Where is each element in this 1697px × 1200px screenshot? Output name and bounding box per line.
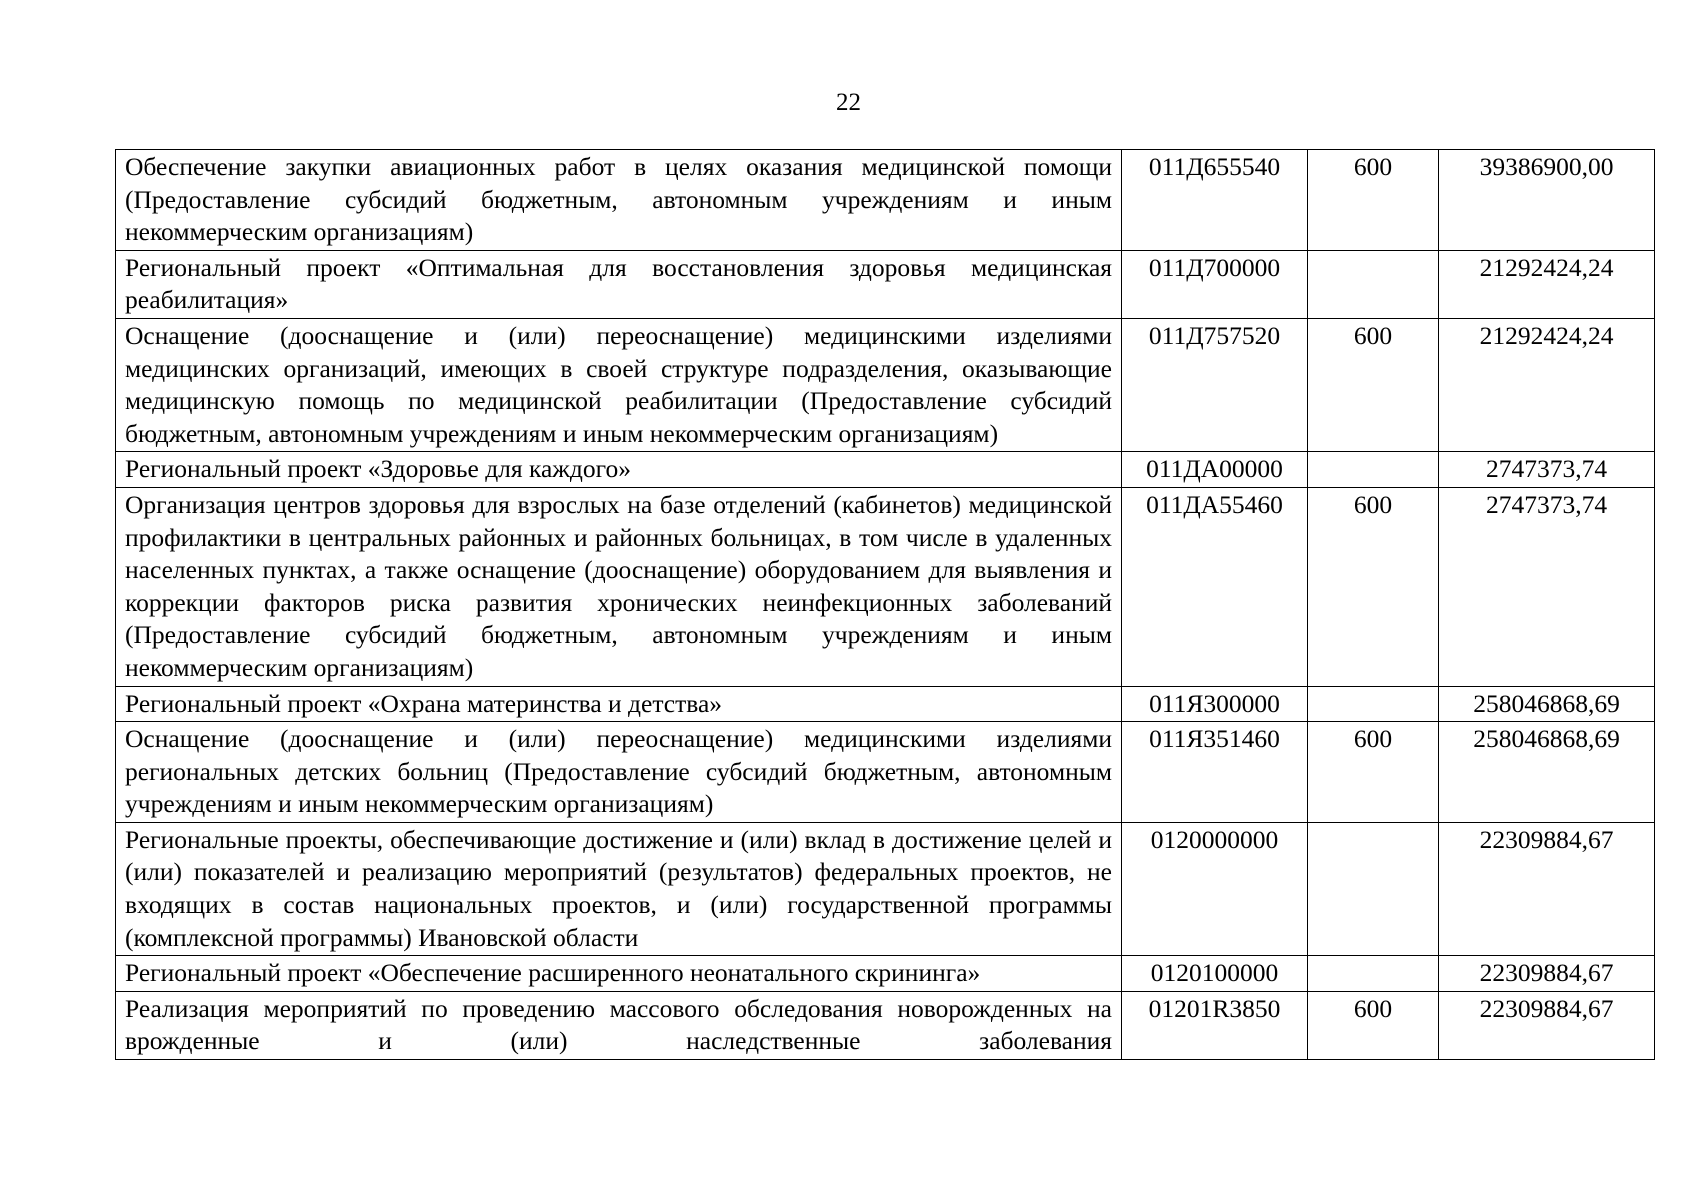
row-name-cell: Региональный проект «Охрана материнства и детства»: [116, 686, 1122, 722]
row-name-cell: Обеспечение закупки авиационных работ в целях оказания медицинской помощи (Предоставление субсидий бюджетным, автономным учреждениям и иным некоммерческим организациям): [116, 150, 1122, 251]
table-row: [116, 722, 1655, 823]
row-sum-cell: 2747373,74: [1439, 487, 1655, 686]
row-sum-cell: 21292424,24: [1439, 250, 1655, 318]
row-sum-cell: 258046868,69: [1439, 722, 1655, 823]
row-sum-cell: 21292424,24: [1439, 318, 1655, 451]
row-type-cell: [1308, 686, 1439, 722]
row-name-cell: Организация центров здоровья для взрослых на базе отделений (кабинетов) медицинской профилактики в центральных районных и районных больницах, в том числе в удаленных населенных пунктах, а также оснащение (дооснащение) оборудованием для выявления и коррекции факторов риска развития хронических неинфекционных заболеваний (Предоставление субсидий бюджетным, автономным учреждениям и иным некоммерческим организациям): [116, 487, 1122, 686]
table-row: [116, 822, 1655, 955]
page-number: 22: [836, 89, 861, 116]
table-row: [116, 452, 1655, 488]
row-type-cell: 600: [1308, 150, 1439, 251]
row-type-cell: 600: [1308, 487, 1439, 686]
row-code-cell: 0120000000: [1122, 822, 1308, 955]
row-code-cell: 011Я300000: [1122, 686, 1308, 722]
row-type-cell: [1308, 956, 1439, 992]
row-type-cell: 600: [1308, 991, 1439, 1059]
row-sum-cell: 22309884,67: [1439, 822, 1655, 955]
row-code-cell: 011Я351460: [1122, 722, 1308, 823]
row-name-cell: Оснащение (дооснащение и (или) переоснащение) медицинскими изделиями медицинских организаций, имеющих в своей структуре подразделения, оказывающие медицинскую помощь по медицинской реабилитации (Предоставление субсидий бюджетным, автономным учреждениям и иным некоммерческим организациям): [116, 318, 1122, 451]
table-row: [116, 991, 1655, 1059]
row-sum-cell: 22309884,67: [1439, 956, 1655, 992]
row-type-cell: [1308, 452, 1439, 488]
row-name-cell: Региональный проект «Здоровье для каждого»: [116, 452, 1122, 488]
row-name-cell: Региональный проект «Оптимальная для восстановления здоровья медицинская реабилитация»: [116, 250, 1122, 318]
row-type-cell: 600: [1308, 722, 1439, 823]
row-name-cell: Оснащение (дооснащение и (или) переоснащение) медицинскими изделиями региональных детских больниц (Предоставление субсидий бюджетным, автономным учреждениям и иным некоммерческим организациям): [116, 722, 1122, 823]
row-code-cell: 011ДА55460: [1122, 487, 1308, 686]
row-name-cell: Региональный проект «Обеспечение расширенного неонатального скрининга»: [116, 956, 1122, 992]
row-code-cell: 011Д757520: [1122, 318, 1308, 451]
row-code-cell: 011Д655540: [1122, 150, 1308, 251]
table-row: [116, 487, 1655, 686]
row-name-cell: Реализация мероприятий по проведению массового обследования новорожденных на врожденные и (или) наследственные заболевания: [116, 991, 1122, 1059]
table-row: [116, 318, 1655, 451]
row-sum-cell: 2747373,74: [1439, 452, 1655, 488]
table-row: [116, 150, 1655, 251]
budget-table: [115, 149, 1655, 1060]
row-sum-cell: 22309884,67: [1439, 991, 1655, 1059]
table-row: [116, 250, 1655, 318]
table-row: [116, 686, 1655, 722]
row-code-cell: 011Д700000: [1122, 250, 1308, 318]
row-sum-cell: 39386900,00: [1439, 150, 1655, 251]
table-row: [116, 956, 1655, 992]
row-sum-cell: 258046868,69: [1439, 686, 1655, 722]
row-type-cell: 600: [1308, 318, 1439, 451]
row-code-cell: 011ДА00000: [1122, 452, 1308, 488]
row-name-cell: Региональные проекты, обеспечивающие достижение и (или) вклад в достижение целей и (или) показателей и реализацию мероприятий (результатов) федеральных проектов, не входящих в состав национальных проектов, и (или) государственной программы (комплексной программы) Ивановской области: [116, 822, 1122, 955]
row-code-cell: 0120100000: [1122, 956, 1308, 992]
row-type-cell: [1308, 822, 1439, 955]
row-code-cell: 01201R3850: [1122, 991, 1308, 1059]
row-type-cell: [1308, 250, 1439, 318]
